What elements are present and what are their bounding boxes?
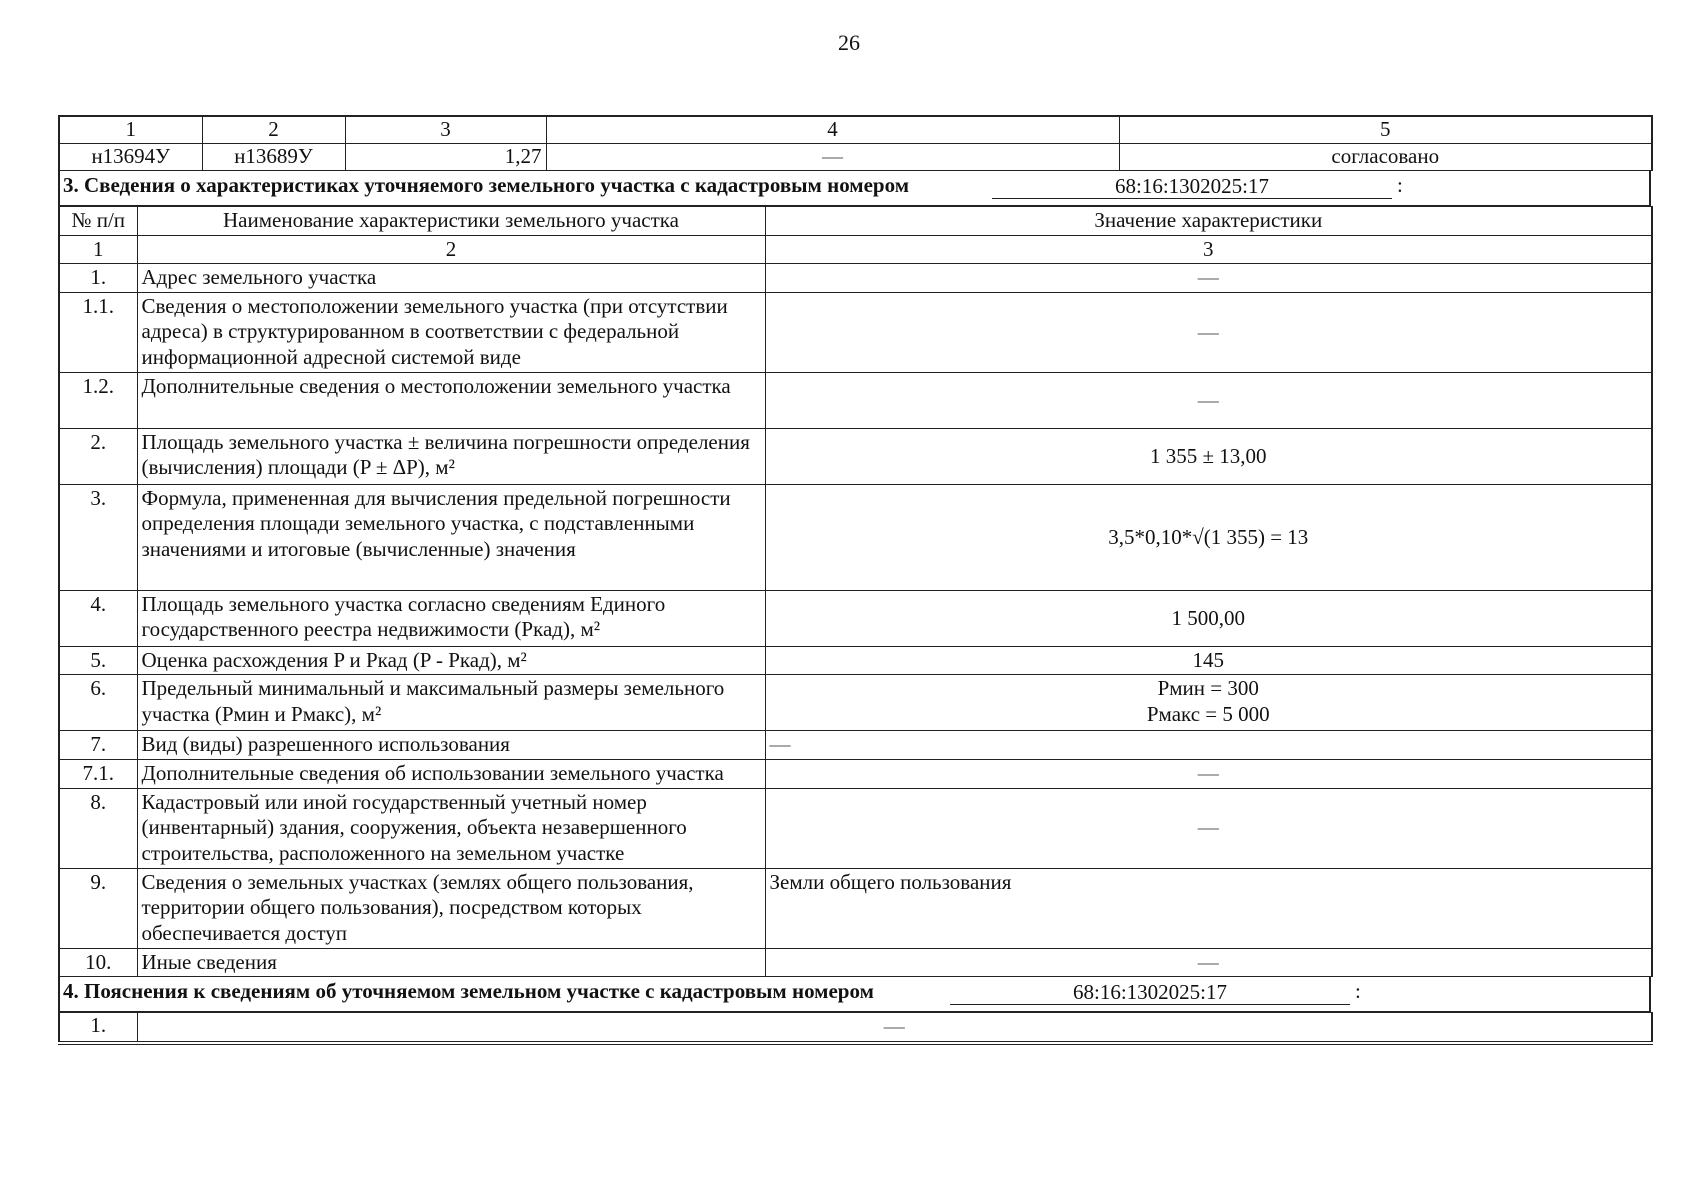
agreement-header-cell: 5 <box>1119 116 1652 144</box>
row-number: 6. <box>59 675 137 731</box>
explanations-table <box>58 1012 1653 1045</box>
section-4-title: 4. Пояснения к сведениям об уточняемом земельном участке с кадастровым номером <box>63 979 874 1004</box>
section-3-cadastral-number: 68:16:1302025:17 <box>992 174 1392 199</box>
row-value-min: Рмин = 300 <box>1157 676 1259 701</box>
column-number: 1 <box>59 235 137 264</box>
row-number: 1.1. <box>59 292 137 372</box>
agreement-table <box>58 115 1653 171</box>
row-value: Земли общего пользования <box>765 868 1652 948</box>
table-row <box>59 428 1652 484</box>
row-name: Адрес земельного участка <box>137 264 765 293</box>
section-3-title: 3. Сведения о характеристиках уточняемого земельного участка с кадастровым номером <box>63 173 910 197</box>
section-3-colon: : <box>1397 173 1403 197</box>
header-name: Наименование характеристики земельного участка <box>137 207 765 236</box>
row-number: 10. <box>59 948 137 977</box>
section-3-heading <box>58 171 1651 206</box>
row-number: 7.1. <box>59 760 137 789</box>
agreement-header-cell: 3 <box>345 116 546 144</box>
agreement-header-row <box>59 116 1652 144</box>
row-name: Оценка расхождения P и Pкад (P - Ркад), м² <box>137 646 765 675</box>
table-row <box>59 868 1652 948</box>
agreement-header-cell: 1 <box>59 116 202 144</box>
row-value: — <box>765 292 1652 372</box>
table-row <box>59 590 1652 646</box>
characteristics-numbers-row <box>59 235 1652 264</box>
row-value-max: Рмакс = 5 000 <box>1146 702 1270 727</box>
row-value: — <box>765 731 1652 760</box>
agreement-data-row <box>59 144 1652 171</box>
agreement-header-cell: 4 <box>546 116 1119 144</box>
row-number: 7. <box>59 731 137 760</box>
agreement-cell: н13694У <box>59 144 202 171</box>
row-value: 1 355 ± 13,00 <box>765 428 1652 484</box>
table-row <box>59 372 1652 428</box>
row-name: Дополнительные сведения о местоположении земельного участка <box>137 372 765 428</box>
row-value: — <box>765 264 1652 293</box>
row-name: Сведения о земельных участках (землях общего пользования, территории общего пользования), посредством которых обеспечивается доступ <box>137 868 765 948</box>
section-4-heading <box>58 977 1651 1012</box>
header-value: Значение характеристики <box>765 207 1652 236</box>
row-value: — <box>765 760 1652 789</box>
document-body <box>58 115 1651 1045</box>
table-row <box>59 292 1652 372</box>
table-row <box>59 1013 1652 1043</box>
row-name: Иные сведения <box>137 948 765 977</box>
table-row <box>59 264 1652 293</box>
table-row <box>59 484 1652 590</box>
row-value: 145 <box>765 646 1652 675</box>
row-number: 5. <box>59 646 137 675</box>
row-number: 4. <box>59 590 137 646</box>
page-number: 26 <box>838 30 860 55</box>
row-value <box>765 675 1652 731</box>
row-number: 1.2. <box>59 372 137 428</box>
row-value: — <box>765 372 1652 428</box>
characteristics-table <box>58 206 1653 977</box>
row-name: Кадастровый или иной государственный учетный номер (инвентарный) здания, сооружения, объекта незавершенного строительства, расположенного на земельном участке <box>137 788 765 868</box>
row-name: Сведения о местоположении земельного участка (при отсутствии адреса) в структурированном в соответствии с федеральной информационной адресной системой виде <box>137 292 765 372</box>
table-row <box>59 788 1652 868</box>
row-name: Площадь земельного участка ± величина погрешности определения (вычисления) площади (P ± ΔP), м² <box>137 428 765 484</box>
row-number: 1. <box>59 264 137 293</box>
row-value: — <box>765 788 1652 868</box>
row-number: 9. <box>59 868 137 948</box>
column-number: 3 <box>765 235 1652 264</box>
row-name: Вид (виды) разрешенного использования <box>137 731 765 760</box>
table-row <box>59 948 1652 977</box>
row-number: 8. <box>59 788 137 868</box>
section-4-cadastral-number: 68:16:1302025:17 <box>950 980 1350 1005</box>
row-number: 1. <box>59 1013 137 1043</box>
table-row <box>59 646 1652 675</box>
row-value: 1 500,00 <box>765 590 1652 646</box>
row-name: Формула, примененная для вычисления предельной погрешности определения площади земельного участка, с подставленными значениями и итоговые (вычисленные) значения <box>137 484 765 590</box>
row-name: Площадь земельного участка согласно сведениям Единого государственного реестра недвижимости (Ркад), м² <box>137 590 765 646</box>
header-number: № п/п <box>59 207 137 236</box>
row-name: Дополнительные сведения об использовании земельного участка <box>137 760 765 789</box>
row-value: — <box>137 1013 1652 1043</box>
agreement-header-cell: 2 <box>202 116 345 144</box>
table-row <box>59 731 1652 760</box>
section-4-colon: : <box>1355 979 1361 1004</box>
row-name: Предельный минимальный и максимальный размеры земельного участка (Pмин и Pмакс), м² <box>137 675 765 731</box>
agreement-cell: — <box>546 144 1119 171</box>
agreement-cell: согласовано <box>1119 144 1652 171</box>
agreement-cell: н13689У <box>202 144 345 171</box>
row-value: 3,5*0,10*√(1 355) = 13 <box>765 484 1652 590</box>
row-number: 2. <box>59 428 137 484</box>
table-row <box>59 760 1652 789</box>
column-number: 2 <box>137 235 765 264</box>
row-value: — <box>765 948 1652 977</box>
row-number: 3. <box>59 484 137 590</box>
agreement-cell: 1,27 <box>345 144 546 171</box>
characteristics-header-row <box>59 207 1652 236</box>
table-row <box>59 675 1652 731</box>
